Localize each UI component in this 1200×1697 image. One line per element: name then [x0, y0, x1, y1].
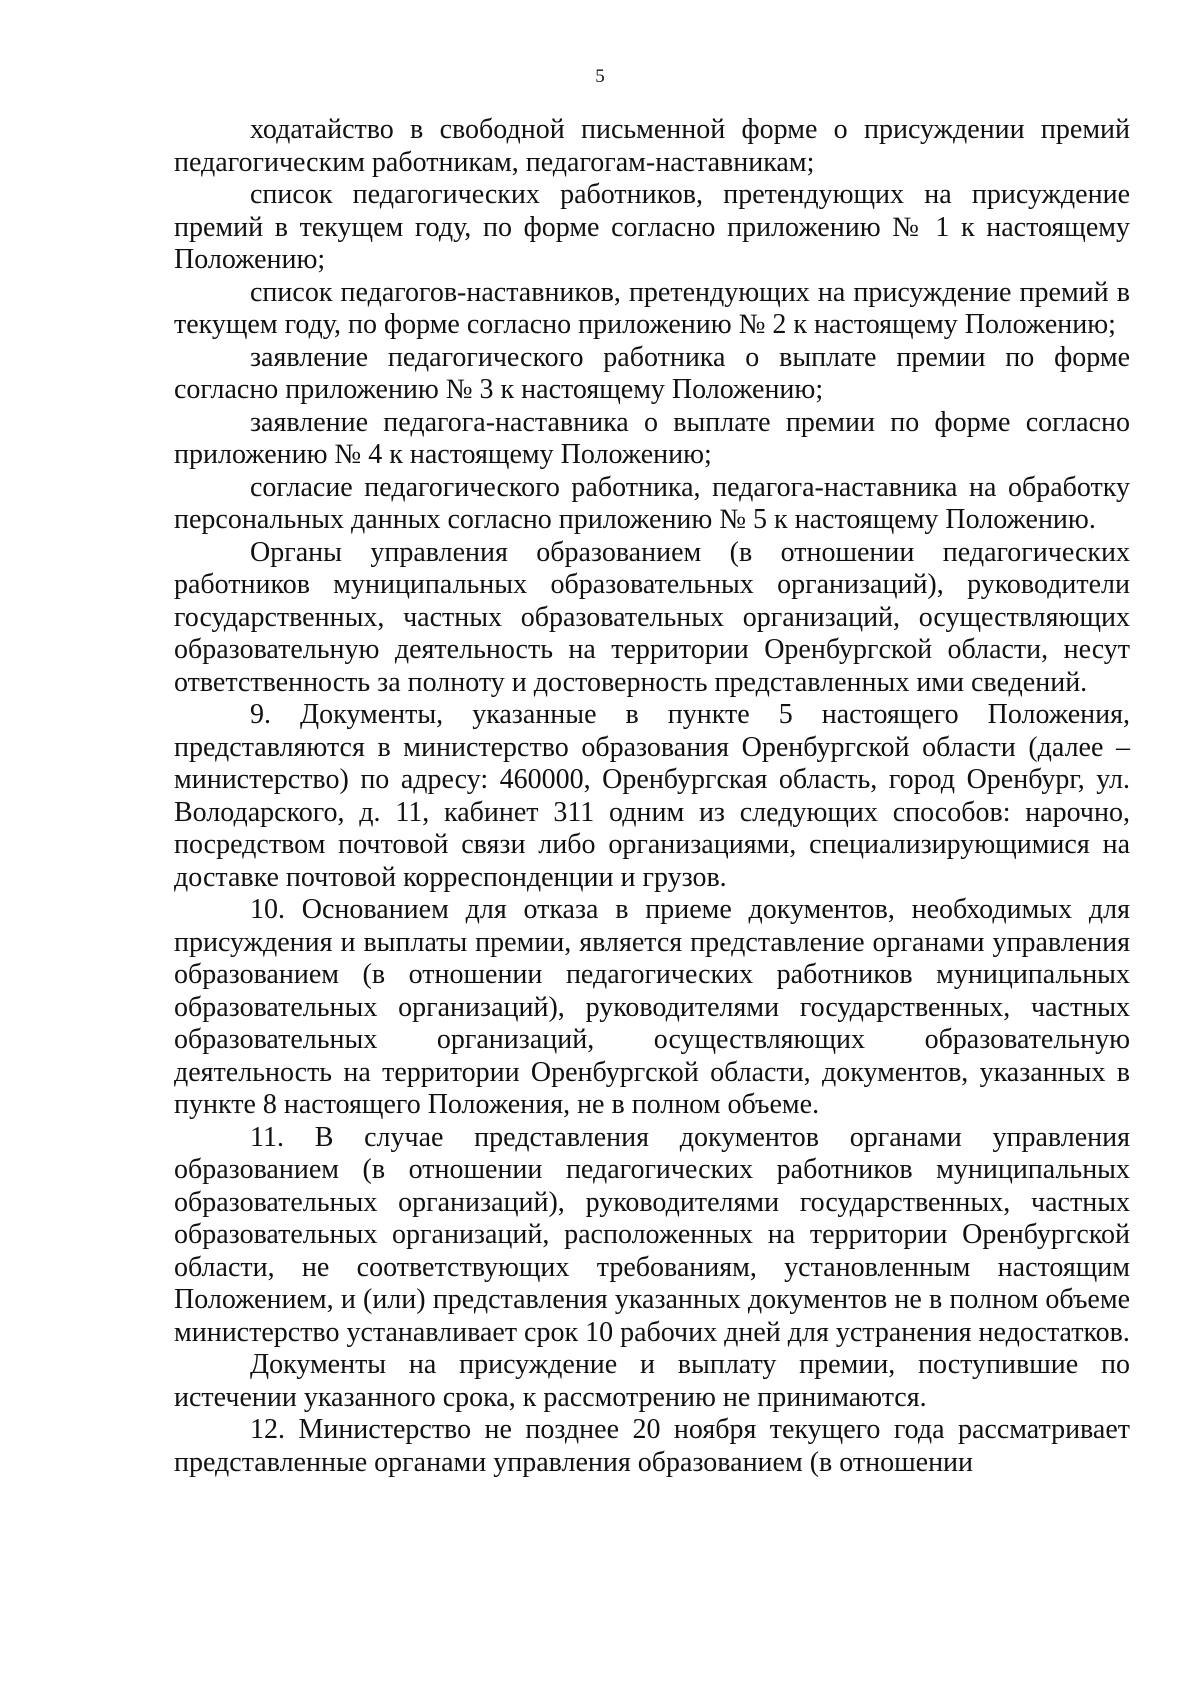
paragraph-teachers-list: список педагогических работников, претендующих на присуждение премий в текущем году, по форме согласно приложению № 1 к настоящему Положению;: [174, 179, 1130, 275]
paragraph-late-documents: Документы на присуждение и выплату премии, поступившие по истечении указанного срока, к рассмотрению не принимаются.: [174, 1349, 1130, 1413]
paragraph-mentor-application: заявление педагога-наставника о выплате премии по форме согласно приложению № 4 к настоящему Положению;: [174, 406, 1130, 470]
paragraph-item-12: 12. Министерство не позднее 20 ноября текущего года рассматривает представленные органами управления образованием (в отношении: [174, 1414, 1130, 1478]
document-body: [174, 114, 1130, 1479]
paragraph-item-9: 9. Документы, указанные в пункте 5 настоящего Положения, представляются в министерство образования Оренбургской области (далее – министерство) по адресу: 460000, Оренбургская область, город Оренбург, ул. Володарского, д. 11, кабинет 311 одним из следующих способов: нарочно, посредством почтовой связи либо организациями, специализирующимися на доставке почтовой корреспонденции и грузов.: [174, 699, 1130, 893]
paragraph-mentors-list: список педагогов-наставников, претендующих на присуждение премий в текущем году, по форме согласно приложению № 2 к настоящему Положению;: [174, 276, 1130, 340]
paragraph-data-consent: согласие педагогического работника, педагога-наставника на обработку персональных данных согласно приложению № 5 к настоящему Положению.: [174, 471, 1130, 535]
page-number: 5: [595, 66, 605, 87]
paragraph-petition: ходатайство в свободной письменной форме о присуждении премий педагогическим работникам, педагогам-наставникам;: [174, 114, 1130, 178]
paragraph-item-10: 10. Основанием для отказа в приеме документов, необходимых для присуждения и выплаты премии, является представление органами управления образованием (в отношении педагогических работников муниципальных образовательных организаций), руководителями государственных, частных образовательных организаций, осуществляющих образовательную деятельность на территории Оренбургской области, документов, указанных в пункте 8 настоящего Положения, не в полном объеме.: [174, 894, 1130, 1120]
paragraph-item-11: 11. В случае представления документов органами управления образованием (в отношении педагогических работников муниципальных образовательных организаций), руководителями государственных, частных образовательных организаций, расположенных на территории Оренбургской области, не соответствующих требованиям, установленным настоящим Положением, и (или) представления указанных документов не в полном объеме министерство устанавливает срок 10 рабочих дней для устранения недостатков.: [174, 1121, 1130, 1348]
paragraph-responsibility: Органы управления образованием (в отношении педагогических работников муниципальных образовательных организаций), руководители государственных, частных образовательных организаций, осуществляющих образовательную деятельность на территории Оренбургской области, несут ответственность за полноту и достоверность представленных ими сведений.: [174, 536, 1130, 698]
paragraph-teacher-application: заявление педагогического работника о выплате премии по форме согласно приложению № 3 к настоящему Положению;: [174, 341, 1130, 405]
